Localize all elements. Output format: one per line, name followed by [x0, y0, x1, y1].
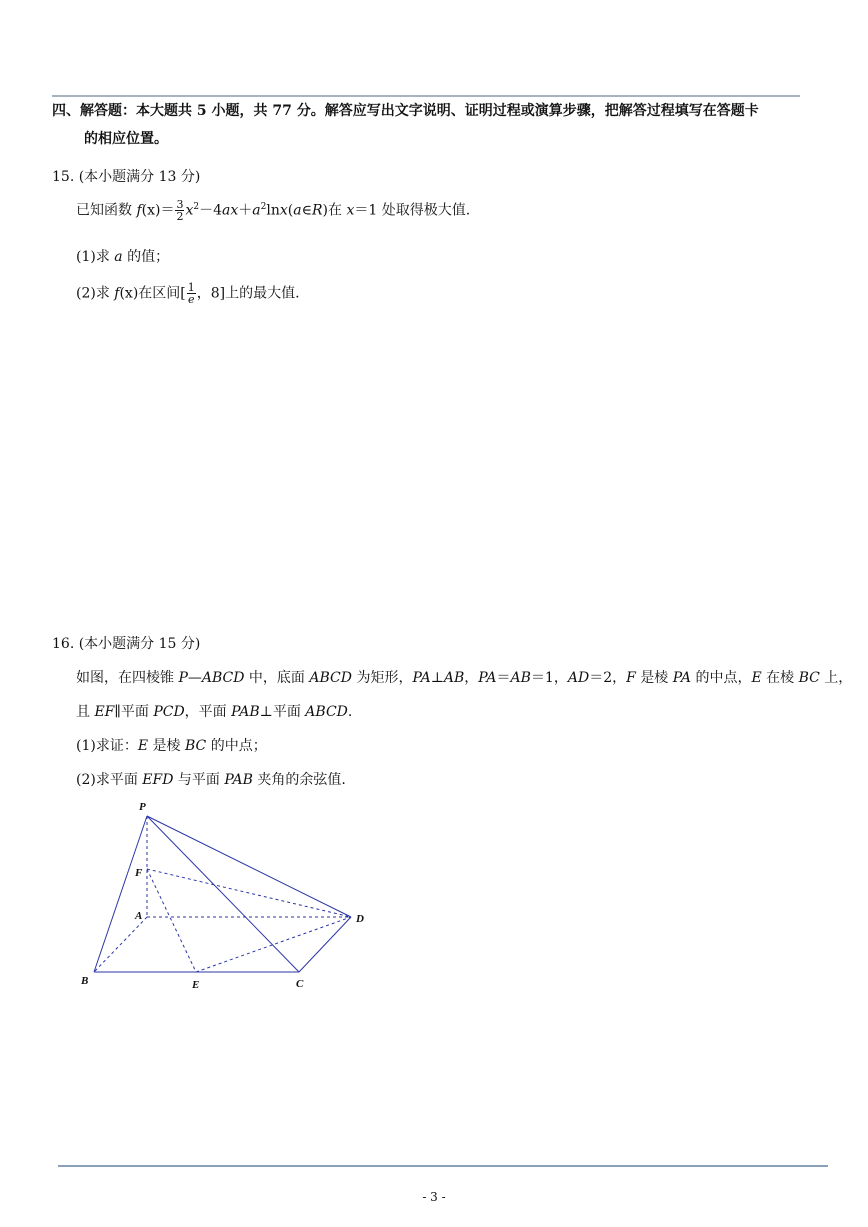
edge-pc: [147, 816, 299, 972]
segment-fe: [147, 869, 196, 972]
q16-part1: (1)求证：E 是棱 BC 的中点；: [76, 738, 267, 754]
segment-fd: [147, 869, 351, 917]
q15-stem: 已知函数 f(x)＝ $\frac{3}{2}$ $x^2-4ax+a^2\ln x(a\in R)$在 x＝1 处取得极大值.: [76, 198, 471, 223]
edge-pb: [94, 816, 147, 972]
edge-cd: [299, 917, 351, 972]
edge-ab: [94, 917, 147, 972]
label-a: A: [135, 910, 143, 922]
top-rule: [52, 95, 800, 97]
pyramid-figure: [70, 795, 390, 1000]
edge-pd: [147, 816, 351, 917]
label-c: C: [296, 978, 304, 990]
q15-part2: (2)求 f(x)在区间[ $\frac{1}{e}$，8]上的最大值.: [76, 281, 300, 306]
section-heading-line1: 四、解答题：本大题共 5 小题，共 77 分。解答应写出文字说明、证明过程或演算步骤，把解答过程填写在答题卡: [52, 103, 759, 119]
q16-stem-line2: 且 EF∥平面 PCD，平面 PAB⊥平面 ABCD.: [76, 704, 353, 720]
label-p: P: [139, 801, 146, 813]
frac-one-over-e: $\frac{1}{e}$: [187, 281, 195, 306]
label-f: F: [135, 867, 143, 879]
segment-ed: [196, 917, 351, 972]
label-d: D: [356, 913, 364, 925]
q15-header: 15. (本小题满分 13 分): [52, 169, 201, 185]
label-e: E: [192, 979, 200, 991]
q16-stem-line1: 如图，在四棱锥 P—ABCD 中，底面 ABCD 为矩形，PA⊥AB，PA＝AB＝1，AD＝2，F 是棱 PA 的中点，E 在棱 BC 上，: [76, 670, 853, 686]
frac-three-halves: $\frac{3}{2}$: [176, 198, 184, 223]
section-heading-line2: 的相应位置。: [84, 131, 168, 147]
page-number: - 3 -: [422, 1190, 446, 1204]
q16-part2: (2)求平面 EFD 与平面 PAB 夹角的余弦值.: [76, 772, 346, 788]
q16-header: 16. (本小题满分 15 分): [52, 636, 201, 652]
label-b: B: [81, 975, 89, 987]
footer-rule: [58, 1165, 828, 1167]
q15-part1: (1)求 a 的值；: [76, 249, 170, 265]
